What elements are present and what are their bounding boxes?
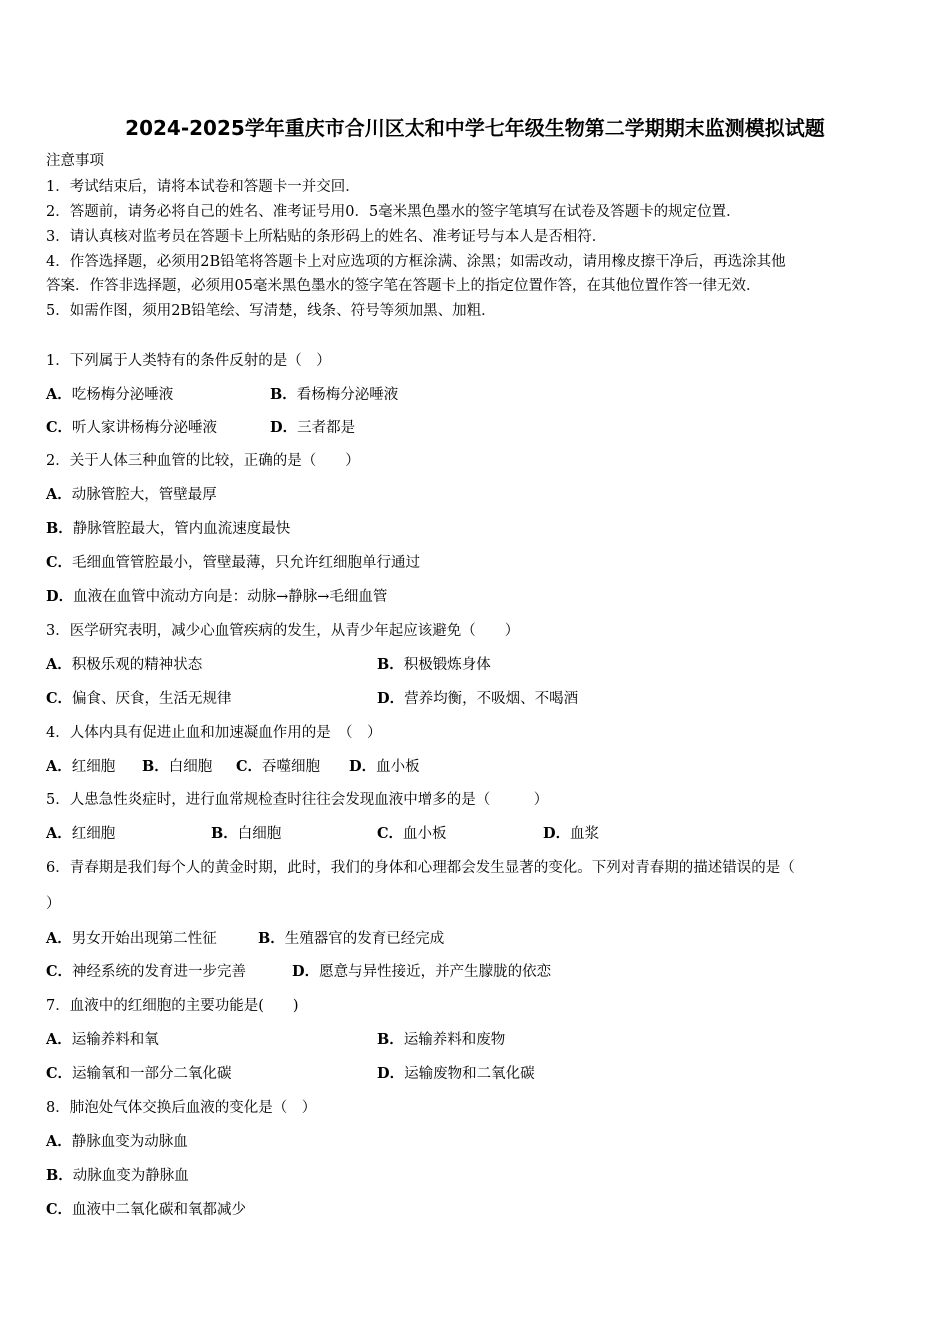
notice-item: 5．如需作图，须用2B铅笔绘、写清楚，线条、符号等须加黑、加粗． — [46, 303, 496, 319]
option: C．偏食、厌食，生活无规律 — [46, 690, 232, 707]
option: B．动脉血变为静脉血 — [46, 1167, 189, 1184]
option: C．血液中二氧化碳和氧都减少 — [46, 1201, 247, 1218]
option: B．静脉管腔最大，管内血流速度最快 — [46, 520, 291, 537]
question-stem-continued: ） — [46, 896, 61, 912]
question-stem: 7．血液中的红细胞的主要功能是( ) — [46, 998, 299, 1014]
option: D．运输废物和二氧化碳 — [377, 1065, 535, 1082]
notice-heading: 注意事项 — [46, 153, 104, 169]
option: C．听人家讲杨梅分泌唾液 — [46, 419, 218, 436]
option: D．血小板 — [349, 758, 420, 775]
option: C．毛细血管管腔最小，管壁最薄，只允许红细胞单行通过 — [46, 554, 421, 571]
option: A．运输养料和氧 — [46, 1031, 159, 1048]
option: B．白细胞 — [142, 758, 213, 775]
option: D．血浆 — [543, 825, 600, 842]
option: D．营养均衡，不吸烟、不喝酒 — [377, 690, 579, 707]
question-stem: 4．人体内具有促进止血和加速凝血作用的是 （ ） — [46, 725, 382, 741]
option: A．红细胞 — [46, 758, 116, 775]
option: C．运输氧和一部分二氧化碳 — [46, 1065, 232, 1082]
notice-item: 2．答题前，请务必将自己的姓名、准考证号用0．5毫米黑色墨水的签字笔填写在试卷及答题卡的规定位置． — [46, 204, 741, 220]
notice-item: 答案．作答非选择题，必须用05毫米黑色墨水的签字笔在答题卡上的指定位置作答，在其他位置作答一律无效． — [46, 278, 761, 294]
option: C．吞噬细胞 — [236, 758, 321, 775]
option: B．积极锻炼身体 — [377, 656, 491, 673]
question-stem: 3．医学研究表明，减少心血管疾病的发生，从青少年起应该避免（ ） — [46, 623, 520, 639]
page-title: 2024-2025学年重庆市合川区太和中学七年级生物第二学期期末监测模拟试题 — [125, 116, 825, 140]
question-stem: 6．青春期是我们每个人的黄金时期，此时，我们的身体和心理都会发生显著的变化。下列对青春期的描述错误的是（ — [46, 860, 795, 876]
option: D．三者都是 — [270, 419, 356, 436]
option: B．生殖器官的发育已经完成 — [258, 930, 445, 947]
option: D．愿意与异性接近，并产生朦胧的依恋 — [292, 963, 552, 980]
option: A．男女开始出现第二性征 — [46, 930, 217, 947]
notice-item: 4．作答选择题，必须用2B铅笔将答题卡上对应选项的方框涂满、涂黑；如需改动，请用橡皮擦干净后，再选涂其他 — [46, 254, 786, 270]
question-stem: 2．关于人体三种血管的比较，正确的是（ ） — [46, 453, 360, 469]
option: A．红细胞 — [46, 825, 116, 842]
option: A．动脉管腔大，管壁最厚 — [46, 486, 217, 503]
option: A．静脉血变为动脉血 — [46, 1133, 188, 1150]
question-stem: 5．人患急性炎症时，进行血常规检查时往往会发现血液中增多的是（ ） — [46, 792, 549, 808]
option: B．运输养料和废物 — [377, 1031, 506, 1048]
option: C．血小板 — [377, 825, 447, 842]
option: B．看杨梅分泌唾液 — [270, 386, 399, 403]
option: B．白细胞 — [211, 825, 282, 842]
option: D．血液在血管中流动方向是：动脉→静脉→毛细血管 — [46, 588, 388, 605]
question-stem: 8．肺泡处气体交换后血液的变化是（ ） — [46, 1100, 317, 1116]
notice-item: 1．考试结束后，请将本试卷和答题卡一并交回． — [46, 179, 360, 195]
option: C．神经系统的发育进一步完善 — [46, 963, 247, 980]
option: A．积极乐观的精神状态 — [46, 656, 203, 673]
question-stem: 1．下列属于人类特有的条件反射的是（ ） — [46, 353, 331, 369]
notice-item: 3．请认真核对监考员在答题卡上所粘贴的条形码上的姓名、准考证号与本人是否相符． — [46, 229, 607, 245]
option: A．吃杨梅分泌唾液 — [46, 386, 174, 403]
